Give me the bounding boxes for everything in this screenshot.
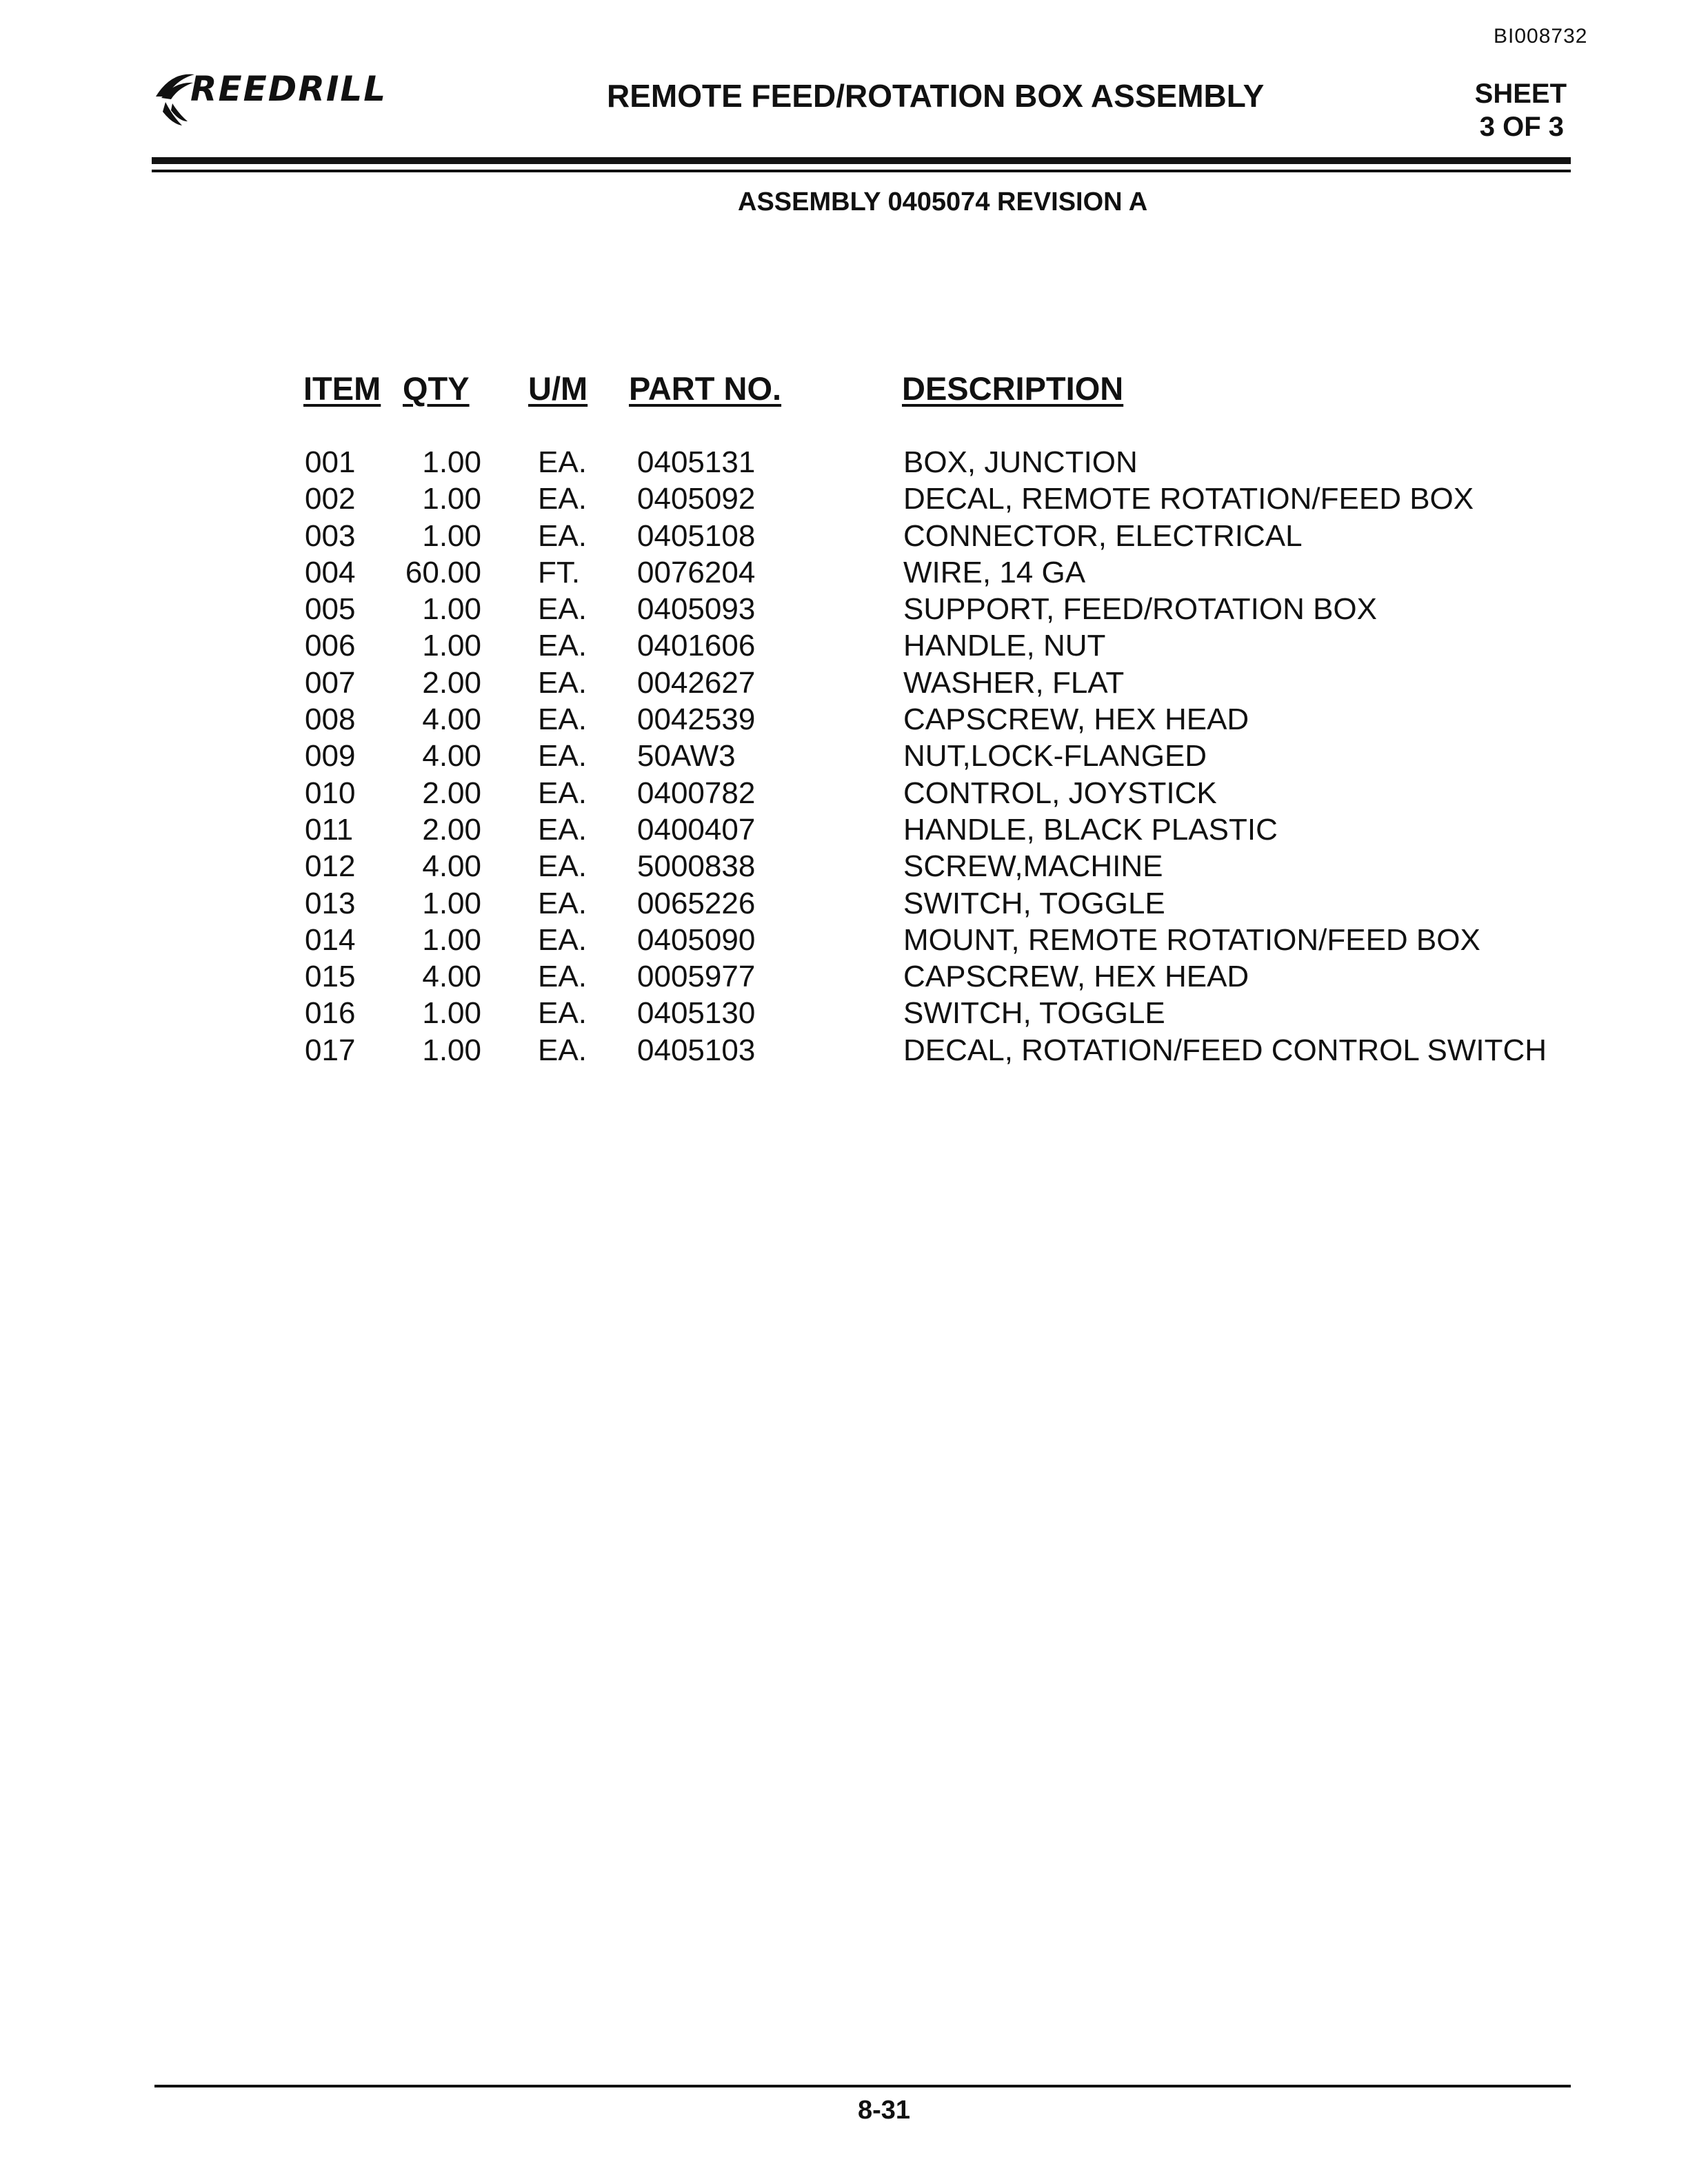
quantity: 4.00 <box>422 960 481 994</box>
description: DECAL, REMOTE ROTATION/FEED BOX <box>903 482 1474 516</box>
table-row <box>0 629 1688 665</box>
quantity: 1.00 <box>422 482 481 516</box>
part-number: 0405090 <box>637 922 756 957</box>
unit-of-measure: EA. <box>538 702 587 737</box>
table-row <box>0 666 1688 702</box>
description: MOUNT, REMOTE ROTATION/FEED BOX <box>903 922 1480 957</box>
description: NUT,LOCK-FLANGED <box>903 739 1207 774</box>
quantity: 2.00 <box>422 812 481 847</box>
column-header-item: ITEM <box>303 370 381 407</box>
item-number: 016 <box>305 996 356 1031</box>
item-number: 003 <box>305 518 356 553</box>
page-title: REMOTE FEED/ROTATION BOX ASSEMBLY <box>607 78 1265 114</box>
table-row <box>0 849 1688 886</box>
table-row <box>0 445 1688 482</box>
page-number: 8-31 <box>858 2096 911 2125</box>
item-number: 006 <box>305 629 356 663</box>
unit-of-measure: EA. <box>538 482 587 516</box>
part-number: 0005977 <box>637 960 756 994</box>
description: CAPSCREW, HEX HEAD <box>903 960 1249 994</box>
unit-of-measure: EA. <box>538 629 587 663</box>
part-number: 0405130 <box>637 996 756 1031</box>
table-row <box>0 519 1688 556</box>
quantity: 1.00 <box>422 592 481 627</box>
part-number: 0405103 <box>637 1033 756 1067</box>
sheet-label: SHEET <box>1474 79 1567 109</box>
part-number: 0405093 <box>637 592 756 627</box>
quantity: 1.00 <box>422 886 481 920</box>
table-row <box>0 556 1688 592</box>
unit-of-measure: EA. <box>538 1033 587 1067</box>
sheet-number: 3 OF 3 <box>1479 112 1564 142</box>
item-number: 008 <box>305 702 356 737</box>
item-number: 012 <box>305 849 356 884</box>
item-number: 005 <box>305 592 356 627</box>
quantity: 1.00 <box>422 445 481 479</box>
item-number: 001 <box>305 445 356 479</box>
table-row <box>0 739 1688 776</box>
table-row <box>0 813 1688 849</box>
part-number: 0401606 <box>637 629 756 663</box>
header-divider-thin <box>152 170 1571 172</box>
unit-of-measure: EA. <box>538 592 587 627</box>
unit-of-measure: EA. <box>538 960 587 994</box>
part-number: 50AW3 <box>637 739 736 774</box>
description: DECAL, ROTATION/FEED CONTROL SWITCH <box>903 1033 1547 1067</box>
unit-of-measure: FT. <box>538 555 581 589</box>
item-number: 007 <box>305 665 356 700</box>
item-number: 009 <box>305 739 356 774</box>
unit-of-measure: EA. <box>538 886 587 920</box>
document-id: BI008732 <box>1494 25 1588 48</box>
unit-of-measure: EA. <box>538 665 587 700</box>
part-number: 0042627 <box>637 665 756 700</box>
quantity: 1.00 <box>422 629 481 663</box>
quantity: 4.00 <box>422 739 481 774</box>
table-row <box>0 1033 1688 1070</box>
unit-of-measure: EA. <box>538 849 587 884</box>
quantity: 4.00 <box>422 702 481 737</box>
quantity: 2.00 <box>422 665 481 700</box>
unit-of-measure: EA. <box>538 445 587 479</box>
table-row <box>0 776 1688 813</box>
unit-of-measure: EA. <box>538 776 587 810</box>
unit-of-measure: EA. <box>538 739 587 774</box>
part-number: 0400407 <box>637 812 756 847</box>
description: CONNECTOR, ELECTRICAL <box>903 518 1303 553</box>
part-number: 0400782 <box>637 776 756 810</box>
table-row <box>0 887 1688 923</box>
quantity: 1.00 <box>422 1033 481 1067</box>
part-number: 0042539 <box>637 702 756 737</box>
description: WIRE, 14 GA <box>903 555 1086 589</box>
footer-divider <box>154 2085 1571 2087</box>
column-header-qty: QTY <box>403 370 470 407</box>
quantity: 1.00 <box>422 996 481 1031</box>
table-row <box>0 702 1688 739</box>
description: HANDLE, NUT <box>903 629 1106 663</box>
quantity: 1.00 <box>422 922 481 957</box>
assembly-revision: ASSEMBLY 0405074 REVISION A <box>738 188 1148 216</box>
unit-of-measure: EA. <box>538 812 587 847</box>
item-number: 014 <box>305 922 356 957</box>
quantity: 2.00 <box>422 776 481 810</box>
item-number: 011 <box>305 812 354 847</box>
table-row <box>0 482 1688 518</box>
part-number: 0405131 <box>637 445 756 479</box>
quantity: 4.00 <box>422 849 481 884</box>
table-row <box>0 923 1688 960</box>
item-number: 015 <box>305 960 356 994</box>
unit-of-measure: EA. <box>538 996 587 1031</box>
description: SWITCH, TOGGLE <box>903 996 1165 1031</box>
description: HANDLE, BLACK PLASTIC <box>903 812 1278 847</box>
part-number: 0405108 <box>637 518 756 553</box>
description: SUPPORT, FEED/ROTATION BOX <box>903 592 1377 627</box>
quantity: 1.00 <box>422 518 481 553</box>
company-logo <box>152 66 386 135</box>
item-number: 010 <box>305 776 356 810</box>
table-row <box>0 996 1688 1033</box>
table-row <box>0 960 1688 996</box>
item-number: 004 <box>305 555 356 589</box>
item-number: 013 <box>305 886 356 920</box>
part-number: 0065226 <box>637 886 756 920</box>
description: CAPSCREW, HEX HEAD <box>903 702 1249 737</box>
part-number: 5000838 <box>637 849 756 884</box>
description: BOX, JUNCTION <box>903 445 1138 479</box>
table-row <box>0 592 1688 629</box>
column-header-part-no: PART NO. <box>629 370 782 407</box>
unit-of-measure: EA. <box>538 518 587 553</box>
description: WASHER, FLAT <box>903 665 1125 700</box>
logo-wordmark: REEDRILL <box>190 69 388 109</box>
unit-of-measure: EA. <box>538 922 587 957</box>
column-header-description: DESCRIPTION <box>902 370 1124 407</box>
description: CONTROL, JOYSTICK <box>903 776 1217 810</box>
column-header-um: U/M <box>528 370 588 407</box>
item-number: 002 <box>305 482 356 516</box>
description: SWITCH, TOGGLE <box>903 886 1165 920</box>
description: SCREW,MACHINE <box>903 849 1163 884</box>
part-number: 0405092 <box>637 482 756 516</box>
quantity: 60.00 <box>405 555 481 589</box>
part-number: 0076204 <box>637 555 756 589</box>
item-number: 017 <box>305 1033 356 1067</box>
header-divider-thick <box>152 157 1571 164</box>
parts-list <box>0 445 1688 1070</box>
